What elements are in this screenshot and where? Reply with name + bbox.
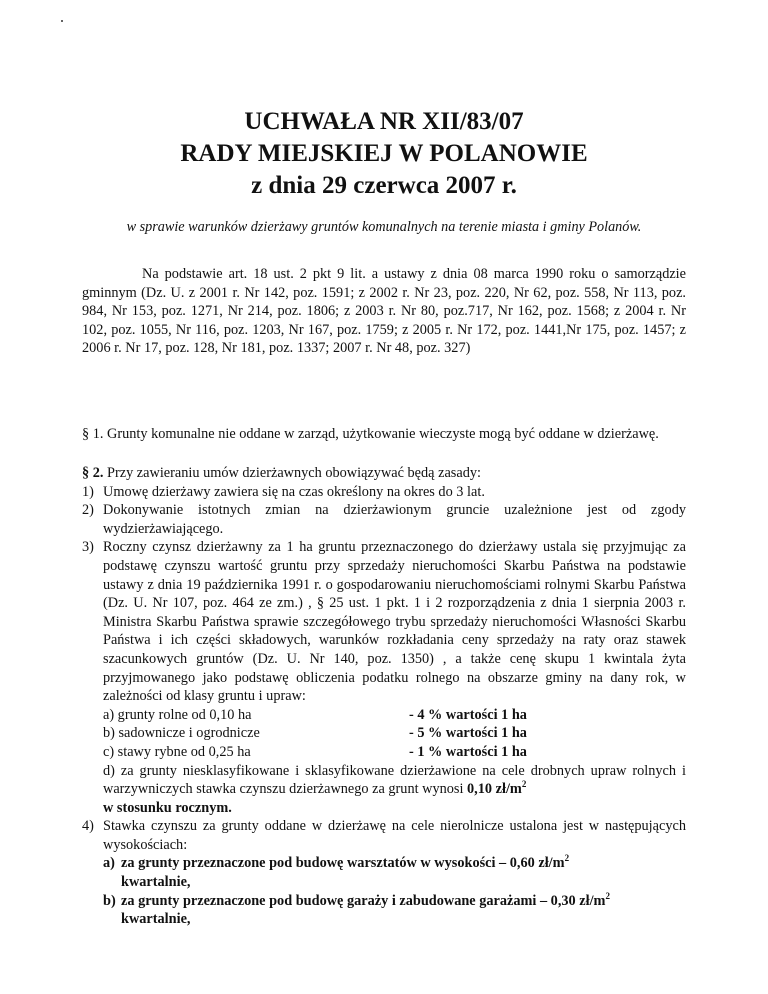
- section-1-text: Grunty komunalne nie oddane w zarząd, użytkowanie wieczyste mogą być oddane w dzierżawę.: [103, 426, 659, 442]
- scan-speck: [61, 20, 63, 22]
- list-item: [82, 501, 686, 538]
- sub-item-tail: kwartalnie,: [121, 911, 191, 928]
- title-line-1: UCHWAŁA NR XII/83/07: [244, 108, 524, 135]
- sub-item-number: a): [103, 855, 115, 872]
- title-line-2: RADY MIEJSKIEJ W POLANOWIE: [180, 140, 588, 167]
- section-1-label: § 1.: [82, 426, 104, 442]
- item-number: 2): [82, 502, 94, 519]
- resolution-title: [0, 106, 768, 202]
- sub-item-text: za grunty przeznaczone pod budowę warsztatów w wysokości – 0,60 zł/m: [121, 855, 565, 872]
- rate-value: - 1 % wartości 1 ha: [409, 743, 527, 760]
- section-2-intro: Przy zawieraniu umów dzierżawnych obowiązywać będą zasady:: [103, 465, 481, 481]
- rate-label: c) stawy rybne od 0,25 ha: [103, 743, 251, 760]
- rate-label: b) sadownicze i ogrodnicze: [103, 725, 260, 742]
- list-item: [82, 817, 686, 929]
- sub-item: [103, 892, 686, 929]
- item-text: Stawka czynszu za grunty oddane w dzierżawę na cele nierolnicze ustalona jest w następujących wysokościach:: [103, 818, 686, 853]
- item-3d: [103, 762, 686, 818]
- sub-item-sup: 2: [605, 890, 610, 901]
- item-3d-text: d) za grunty niesklasyfikowane i sklasyfikowane dzierżawione na cele drobnych upraw rolnych i warzywniczych stawka czynszu dzierżawnego za grunt wynosi: [103, 762, 686, 798]
- rate-row: [103, 724, 686, 743]
- item-number: 1): [82, 483, 94, 500]
- rate-label: a) grunty rolne od 0,10 ha: [103, 706, 252, 723]
- item-3d-tail: w stosunku rocznym.: [103, 799, 232, 816]
- section-2-heading: [82, 464, 686, 483]
- subject-line: w sprawie warunków dzierżawy gruntów komunalnych na terenie miasta i gminy Polanów.: [126, 219, 642, 235]
- section-2: [82, 464, 686, 929]
- title-line-3: z dnia 29 czerwca 2007 r.: [251, 172, 517, 199]
- list-item: [82, 483, 686, 502]
- item-number: 4): [82, 818, 94, 835]
- sub-item: [103, 854, 686, 891]
- item-text: Umowę dzierżawy zawiera się na czas określony na okres do 3 lat.: [103, 483, 485, 500]
- sub-item-number: b): [103, 892, 116, 909]
- section-2-label: § 2.: [82, 465, 104, 481]
- item-text: Roczny czynsz dzierżawny za 1 ha gruntu przeznaczonego do dzierżawy ustala się przyjmując za podstawę czynszu wartość gruntu przy sprzedaży nieruchomości Skarbu Państwa na podstawie ustawy z dnia 19 października 1991 r. o gospodarowaniu nieruchomościami rolnymi Skarbu Państwa (Dz. U. Nr 107, poz. 464 ze zm.) , § 25 ust. 1 pkt. 1 i 2 rozporządzenia z dnia 1 sierpnia 2003 r. Ministra Skarbu Państwa sprawie szczegółowego trybu sprzedaży nieruchomości Własności Skarbu Państwa i ich części składowych, warunków rozkładania ceny sprzedaży na raty oraz stawek szacunkowych gruntów (Dz. U. Nr 140, poz. 1350) , a także cenę skupu 1 kwintala żyta przyjmowanego jako podstawę obliczenia podatku rolnego na obszarze gminy na dany rok, w zależności od klasy gruntu i upraw:: [103, 539, 686, 705]
- item-3d-sup: 2: [521, 779, 527, 790]
- item-3d-amount: 0,10 zł/m: [467, 781, 522, 798]
- sub-item-text: za grunty przeznaczone pod budowę garaży i zabudowane garażami – 0,30 zł/m: [121, 892, 606, 909]
- rate-value: - 5 % wartości 1 ha: [409, 725, 527, 742]
- legal-basis-paragraph: Na podstawie art. 18 ust. 2 pkt 9 lit. a ustawy z dnia 08 marca 1990 roku o samorządzie gminnym (Dz. U. z 2001 r. Nr 142, poz. 1591; z 2002 r. Nr 23, poz. 220, Nr 62, poz. 558, Nr 113, poz. 984, Nr 153, poz. 1271, Nr 214, poz. 1806; z 2003 r. Nr 80, poz.717, Nr 162, poz. 1568; z 2004 r. Nr 102, poz. 1055, Nr 116, poz. 1203, Nr 167, poz. 1759; z 2005 r. Nr 172, poz. 1441,Nr 175, poz. 1457; z 2006 r. Nr 17, poz. 128, Nr 181, poz. 1337; 2007 r. Nr 48, poz. 327): [82, 266, 686, 357]
- rate-value: - 4 % wartości 1 ha: [409, 706, 527, 723]
- section-1: [82, 425, 686, 444]
- item-text: Dokonywanie istotnych zmian na dzierżawionym gruncie uzależnione jest od zgody wydzierżawiającego.: [103, 502, 686, 537]
- sub-item-tail: kwartalnie,: [121, 874, 191, 891]
- sub-item-sup: 2: [564, 853, 570, 864]
- list-item: [82, 538, 686, 817]
- item-number: 3): [82, 539, 94, 556]
- rate-row: [103, 706, 686, 725]
- rate-row: [103, 743, 686, 762]
